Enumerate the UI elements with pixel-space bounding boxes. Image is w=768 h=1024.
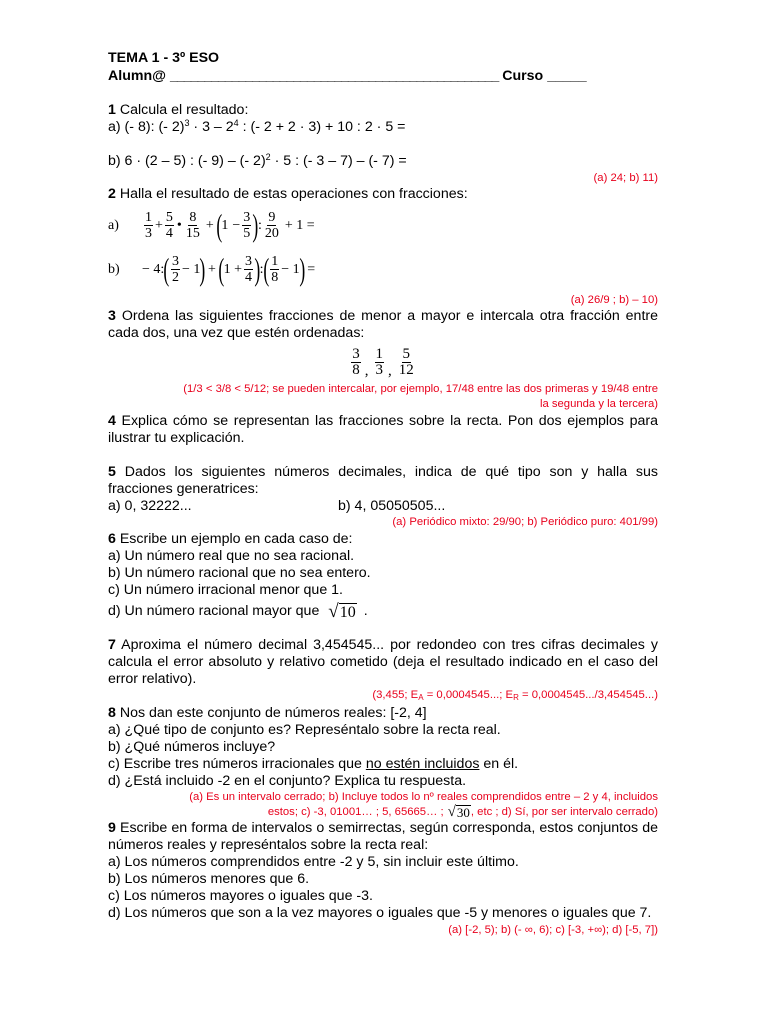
q6-part-d: d) Un número racional mayor que √ 10 . [108,601,368,622]
worksheet [108,50,658,938]
alumno-blank: ________________________________________________ [169,68,499,84]
q3-fraction-1: $\frac{3}{8}$ [352,345,360,378]
q3-fraction-2: $\frac{1}{3}$ [375,345,383,378]
question-1 [108,102,658,186]
q8-text: Nos dan este conjunto de números reales: [-2, 4] [119,705,427,721]
q6-text: Escribe un ejemplo en cada caso de: [119,531,353,547]
q9-text: Escribe en forma de intervalos o semirrectas, según corresponda, estos conjuntos de números reales y represéntalos sobre la recta real: [108,820,658,853]
q3-fractions: $\frac{3}{8}$ , $\frac{1}{3}$ , $\frac{5}{12}$ [352,345,414,379]
q9-part-a: a) Los números comprendidos entre -2 y 5, sin incluir este último. [108,854,519,870]
question-5 [108,464,658,530]
q3-text: Ordena las siguientes fracciones de menor a mayor e intercala otra fracción entre cada dos, una vez que estén ordenadas: [108,308,658,341]
question-8 [108,705,658,820]
q8-part-d: d) ¿Está incluido -2 en el conjunto? Explica tu respuesta. [108,773,467,789]
question-3 [108,308,658,412]
q1-part-a: a) (- 8): (- $2)^3 \cdot 3 - 2^4$ : (- 2 + 2 · 3) + 10 : 2 · 5 = [108,118,406,135]
q1-number: 1 [108,102,116,118]
q8-answer: (a) Es un intervalo cerrado; b) Incluye todos lo nº reales comprendidos entre – 2 y 4, incluidos estos; c) -3, 01001… ; 5, 65665… ; √ 30 , etc ; d) Sí, por ser intervalo cerrado) [189,791,658,820]
q1-text: Calcula el resultado: [119,102,249,118]
q7-answer: (3,455; $E_A = 0,0004545$...; $E_R = 0,0004545.../3,454545$...) [372,689,658,702]
q8-part-b: b) ¿Qué números incluye? [108,739,276,755]
curso-label: Curso [502,68,544,84]
student-line [108,68,658,85]
q1-answer: (a) 24; b) 11) [593,172,658,184]
q8-part-c: c) Escribe tres números irracionales que no estén incluidos en él. [108,756,519,772]
q6-part-b: b) Un número racional que no sea entero. [108,565,371,581]
q2-number: 2 [108,186,116,202]
q9-answer: (a) [-2, 5); b) (- ∞, 6); c) [-3, +∞); d) [-5, 7]) [448,924,658,936]
q7-text: Aproxima el número decimal 3,454545... por redondeo con tres cifras decimales y calcula el error absoluto y relativo cometido (deja el resultado indicado en el caso del error relativo). [108,637,658,687]
q4-number: 4 [108,413,116,429]
q4-text: Explica cómo se representan las fracciones sobre la recta. Pon dos ejemplos para ilustrar tu explicación. [108,413,658,446]
q8-part-a: a) ¿Qué tipo de conjunto es? Represéntalo sobre la recta real. [108,722,501,738]
q9-number: 9 [108,820,116,836]
q3-number: 3 [108,308,116,324]
question-4 [108,413,658,447]
q5-number: 5 [108,464,116,480]
q2-text: Halla el resultado de estas operaciones con fracciones: [119,186,468,202]
q9-part-c: c) Los números mayores o iguales que -3. [108,888,373,904]
q1-part-b: b) 6 · (2 – 5) : (- 9) – (- 2)$^2$ · 5 : (- 3 – 7) – (- 7) = [108,152,407,169]
q5-parts: a) 0, 32222... b) 4, 05050505... [108,498,446,514]
q9-part-d: d) Los números que son a la vez mayores o iguales que -5 y menores o iguales que 7. [108,905,652,921]
q2-answer: (a) 26/9 ; b) – 10) [570,294,658,306]
q5-text: Dados los siguientes números decimales, indica de qué tipo son y halla sus fracciones generatrices: [108,464,658,497]
worksheet-title: TEMA 1 - 3º ESO [108,50,220,66]
question-9 [108,820,658,938]
q8-number: 8 [108,705,116,721]
q6-part-a: a) Un número real que no sea racional. [108,548,355,564]
question-7 [108,637,658,705]
q7-number: 7 [108,637,116,653]
q6-part-c: c) Un número irracional menor que 1. [108,582,343,598]
curso-blank: _____ [547,68,587,84]
q3-fraction-3: $\frac{5}{12}$ [398,345,414,378]
question-2 [108,186,658,308]
q5-answer: (a) Periódico mixto: 29/90; b) Periódico puro: 401/99) [392,516,658,528]
alumno-label: Alumn@ [108,68,166,84]
question-6 [108,531,658,621]
q9-part-b: b) Los números menores que 6. [108,871,310,887]
q2-expression-b: b) − 4: ( $\frac{3}{2}$ − 1 ) + ( 1 + $\frac{3}{4}$ ) : ( $\frac{1}{8}$ − 1 ) = [108,251,316,287]
q6-number: 6 [108,531,116,547]
q3-answer: (1/3 < 3/8 < 5/12; se pueden intercalar, por ejemplo, 17/48 entre las dos primeras y 19/48 entre la segunda y la tercera) [183,383,658,410]
q2-expression-a: a) $\frac{1}{3}$ + $\frac{5}{4}$ • $\frac{8}{15}$ + ( 1 − $\frac{3}{5}$ ) : $\frac{9}{20}$ + 1 = [108,207,315,243]
